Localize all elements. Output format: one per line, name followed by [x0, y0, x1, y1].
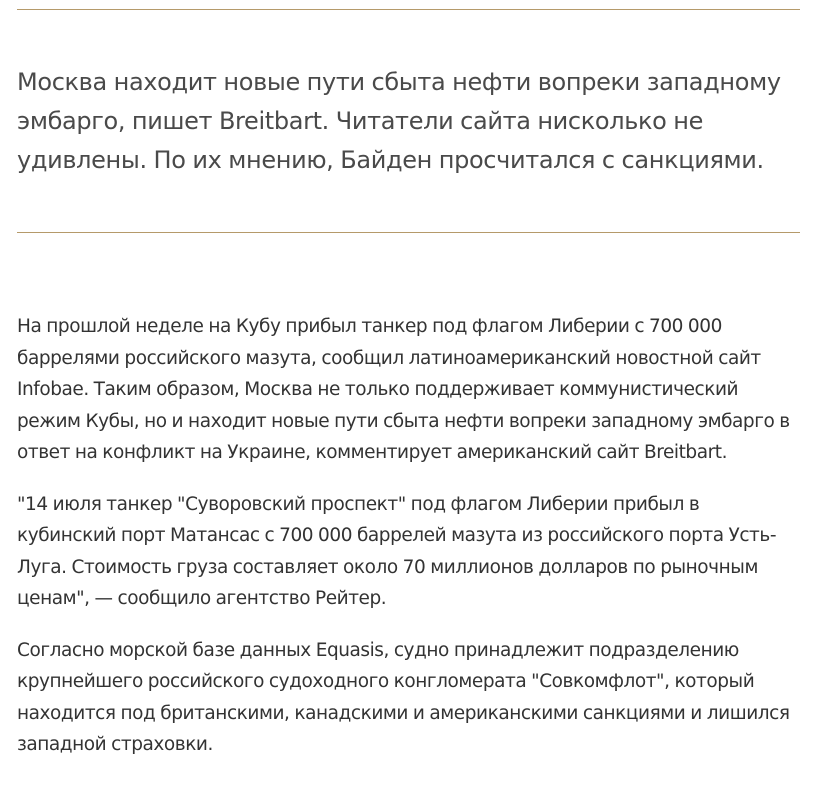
article-lead: Москва находит новые пути сбыта нефти вопреки западному эмбарго, пишет Breitbart. Читатели сайта нисколько не удивлены. По их мнению, Байден просчитался с санкциями. — [17, 68, 781, 174]
article-body — [17, 311, 802, 781]
lead-bottom-divider — [17, 232, 800, 233]
lead-top-divider — [17, 9, 800, 10]
article-paragraph: На прошлой неделе на Кубу прибыл танкер под флагом Либерии с 700 000 баррелями российского мазута, сообщил латиноамериканский новостной сайт Infobae. Таким образом, Москва не только поддерживает коммунистический режим Кубы, но и находит новые пути сбыта нефти вопреки западному эмбарго в ответ на конфликт на Украине, комментирует американский сайт Breitbart. — [17, 316, 790, 463]
article-paragraph: Согласно морской базе данных Equasis, судно принадлежит подразделению крупнейшего российского судоходного конгломерата "Совкомфлот", который находится под британскими, канадскими и американскими санкциями и лишился западной страховки. — [17, 639, 790, 755]
article-paragraph: "14 июля танкер "Суворовский проспект" под флагом Либерии прибыл в кубинский порт Матансас с 700 000 баррелей мазута из российского порта Усть-Луга. Стоимость груза составляет около 70 миллионов долларов по рыночным ценам", — сообщило агентство Рейтер. — [17, 493, 777, 609]
